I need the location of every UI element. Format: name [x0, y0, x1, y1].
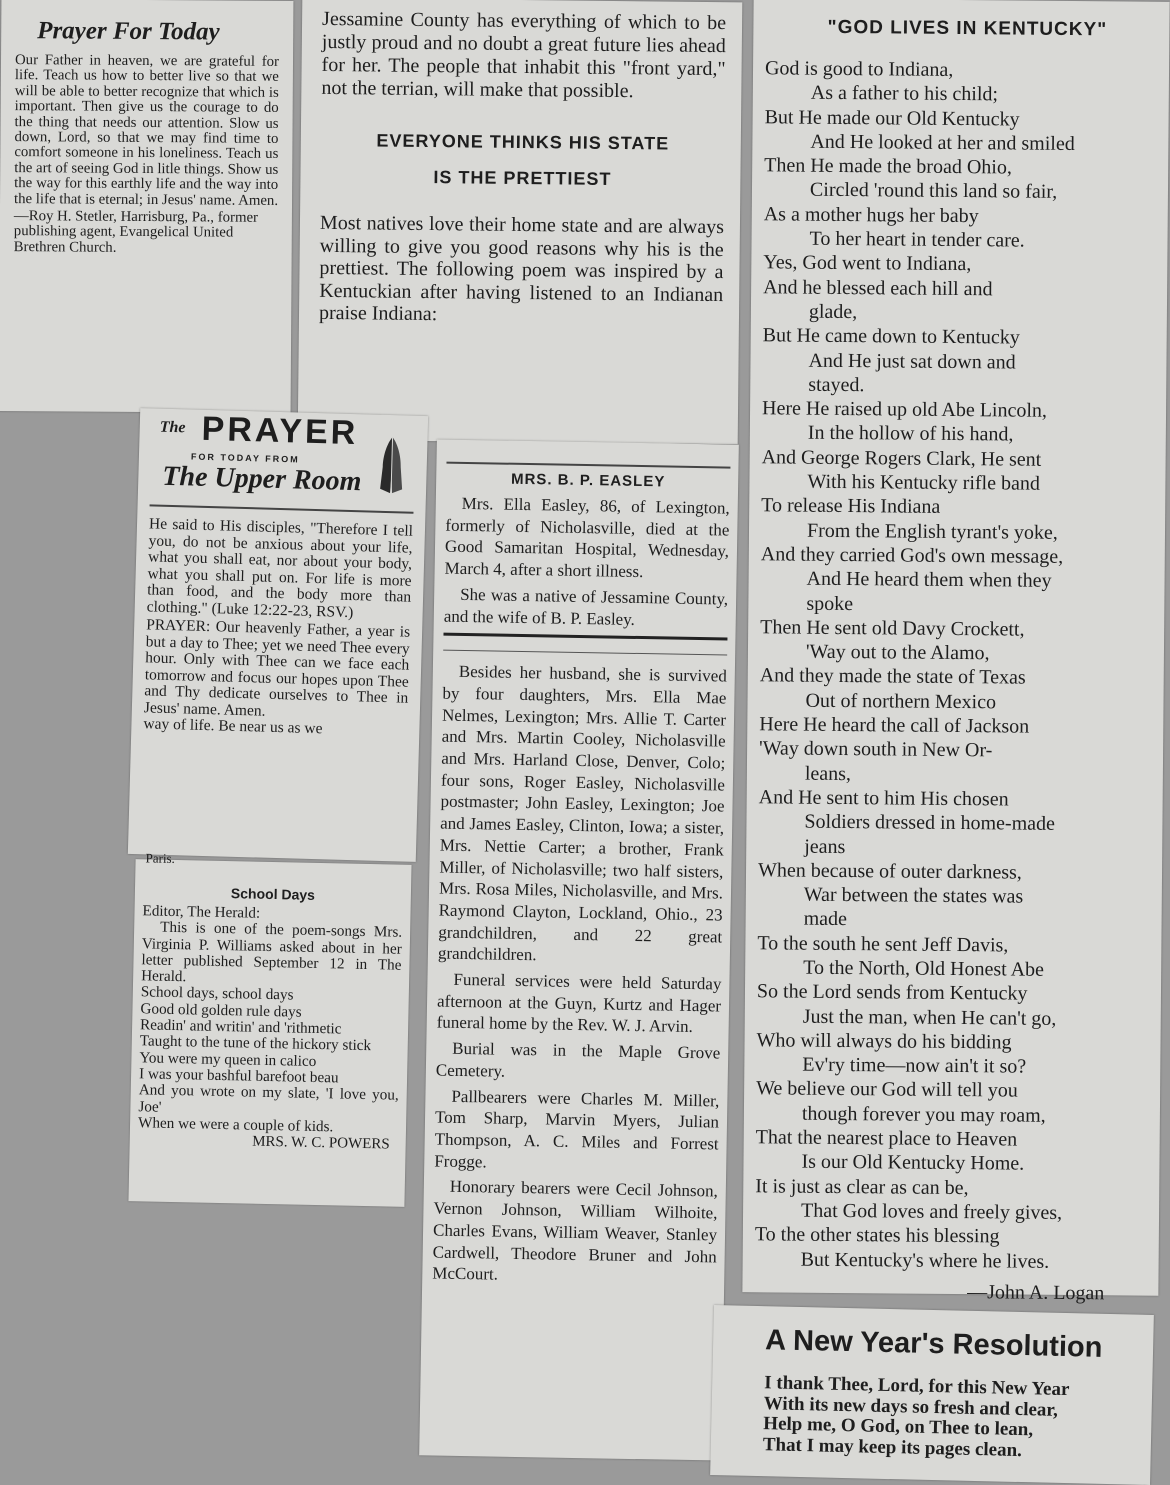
easley-obituary-clipping — [419, 439, 739, 1460]
easley-paragraph: Burial was in the Maple Grove Cemetery. — [435, 1038, 721, 1081]
easley-paragraph: Honorary bearers were Cecil Johnson, Vernon Johnson, William Wilhoite, Charles Evans, William Weaver, Stanley Cardwell, Theodore Bruner and John McCourt. — [432, 1177, 718, 1284]
poem-line: But He came down to Kentucky — [762, 324, 1020, 349]
poem-line: In the hollow of his hand, — [807, 422, 1014, 446]
prayer-for-today-signature: —Roy H. Stetler, Harrisburg, Pa., former publishing agent, Evangelical United Brethren Church. — [13, 208, 259, 256]
state-lead-paragraph: Most natives love their home state and are always willing to give you good reasons why his is the prettiest. The following poem was inspired by a Kentuckian after having listened to an Indianan praise Indiana: — [318, 211, 725, 326]
poem-line: Then He made the broad Ohio, — [764, 154, 1012, 179]
school-days-fragment: Paris. — [145, 850, 176, 866]
god-lives-title: "GOD LIVES IN KENTUCKY" — [827, 16, 1108, 41]
poem-line: And they made the state of Texas — [759, 664, 1026, 690]
poem-line: And you wrote on my slate, 'I love you, Joe' — [138, 1081, 399, 1116]
easley-paragraph: Mrs. Ella Easley, 86, of Lexington, formerly of Nicholasville, died at the Good Samaritan Hospital, Wednesday, March 4, after a short illness. — [444, 493, 730, 582]
poem-line: To her heart in tender care. — [809, 227, 1025, 252]
poem-line: Then He sent old Davy Crockett, — [760, 616, 1025, 641]
state-headline — [320, 122, 725, 198]
poem-line: Good old golden rule days — [140, 1000, 302, 1021]
poem-line: Yes, God went to Indiana, — [763, 251, 972, 276]
poem-line: Ev'ry time—now ain't it so? — [802, 1053, 1027, 1078]
poem-line: And He sent to him His chosen — [758, 786, 1009, 811]
jessamine-clipping — [298, 0, 743, 444]
masthead-prayer: PRAYER — [201, 409, 359, 453]
poem-line: glade, — [808, 300, 858, 324]
masthead-subtitle: FOR TODAY FROM — [190, 451, 300, 465]
poem-line: made — [803, 908, 848, 931]
poem-line: To the North, Old Honest Abe — [803, 956, 1045, 981]
upper-room-prayer: PRAYER: Our heavenly Father, a year is but a day to Thee; yet we need Thee every hour. Only with Thee can we face each tomorrow and focus our hopes upon Thee and Thy dedicate ourselves to Thee in Jesus' name. Amen. — [143, 616, 411, 720]
school-days-poem — [138, 985, 401, 1137]
poem-line: Here He raised up old Abe Lincoln, — [761, 397, 1048, 422]
new-year-resolution-clipping — [710, 1305, 1154, 1485]
school-days-title: School Days — [230, 885, 316, 903]
state-headline-line-1: EVERYONE THINKS HIS STATE — [376, 130, 670, 154]
poem-line: And He heard them when they — [806, 567, 1052, 593]
poem-line: And they carried God's own message, — [760, 543, 1064, 568]
poem-line: jeans — [804, 835, 846, 858]
poem-line: 'Way out to the Alamo, — [805, 640, 990, 665]
poem-line: spoke — [806, 592, 854, 615]
poem-line: though forever you may roam, — [801, 1102, 1046, 1127]
poem-line: And George Rogers Clark, He sent — [761, 446, 1042, 471]
upper-room-clipping — [128, 408, 428, 862]
poem-line: That I may keep its pages clean. — [762, 1433, 1023, 1461]
poem-line: War between the states was — [803, 883, 1024, 908]
school-days-signature: MRS. W. C. POWERS — [252, 1133, 390, 1153]
easley-paragraph: Pallbearers were Charles M. Miller, Tom Sharp, Marvin Myers, Julian Thompson, A. C. Miles and Forrest Frogge. — [434, 1086, 720, 1172]
poem-line: Taught to the tune of the hickory stick — [139, 1032, 372, 1055]
poem-line: From the English tyrant's yoke, — [806, 519, 1058, 544]
poem-line: When we were a couple of kids. — [137, 1114, 334, 1136]
god-lives-in-kentucky-clipping — [742, 0, 1169, 1305]
poem-line: Soldiers dressed in home-made — [804, 810, 1056, 836]
poem-line: And He just sat down and — [808, 349, 1016, 374]
poem-line: Readin' and writin' and 'rithmetic — [139, 1016, 342, 1038]
school-days-salutation: Editor, The Herald: — [142, 902, 261, 922]
divider-rule — [443, 633, 727, 656]
upper-room-scripture: He said to His disciples, "Therefore I tell you, do not be anxious about your life, what you shall eat, nor about your body, what you shall put on. For life is more than food, and the body more than clothing." (Luke 12:22-23, RSV.) — [146, 515, 414, 621]
poem-line: That God loves and freely gives, — [800, 1199, 1063, 1224]
easley-paragraph: Funeral services were held Saturday afternoon at the Guyn, Kurtz and Hager funeral home by the Rev. W. J. Arvin. — [436, 969, 722, 1037]
god-lives-poem — [755, 56, 1170, 1274]
poem-line: We believe our God will tell you — [756, 1077, 1018, 1103]
poem-line: To the other states his blessing — [754, 1223, 1000, 1248]
poem-line: I was your bashful barefoot beau — [138, 1065, 339, 1087]
poem-line: 'Way down south in New Or- — [759, 737, 993, 762]
poem-line: But He made our Old Kentucky — [764, 105, 1020, 131]
poem-line: When because of outer darkness, — [757, 859, 1022, 884]
easley-headline: MRS. B. P. EASLEY — [446, 462, 730, 492]
poem-line: And He looked at her and smiled — [810, 130, 1075, 155]
poem-line: It is just as clear as can be, — [755, 1174, 969, 1199]
poem-line: And he blessed each hill and — [763, 275, 993, 300]
poem-line: That the nearest place to Heaven — [755, 1126, 1018, 1151]
poem-line: Out of northern Mexico — [805, 689, 997, 714]
poem-line: With his Kentucky rifle band — [807, 470, 1041, 495]
poem-line: Circled 'round this land so fair, — [809, 179, 1058, 204]
poem-line: So the Lord sends from Kentucky — [756, 980, 1028, 1005]
poem-line: Who will always do his bidding — [756, 1029, 1012, 1054]
god-lives-signature: —John A. Logan — [967, 1280, 1105, 1305]
poem-line: Is our Old Kentucky Home. — [801, 1151, 1025, 1175]
masthead-upper-room: The Upper Room — [161, 460, 362, 498]
poem-line: Here He heard the call of Jackson — [759, 713, 1030, 738]
masthead-the: The — [159, 418, 186, 437]
upper-room-tail: way of life. Be near us as we — [143, 715, 323, 738]
state-headline-line-2: IS THE PRETTIEST — [433, 167, 612, 189]
school-days-clipping — [128, 850, 411, 1207]
poem-line: But Kentucky's where he lives. — [800, 1248, 1050, 1273]
poem-line: God is good to Indiana, — [764, 57, 954, 81]
jessamine-intro: Jessamine County has everything of which to be justly proud and no doubt a great future lies ahead for her. The people that inhabit this "front yard," not the terrian, will make that possible. — [321, 7, 727, 103]
poem-line: stayed. — [808, 373, 865, 397]
poem-line: School days, school days — [140, 983, 294, 1004]
poem-line: leans, — [804, 762, 852, 785]
poem-line: Just the man, when He can't go, — [802, 1005, 1057, 1030]
easley-paragraph: She was a native of Jessamine County, and the wife of B. P. Easley. — [443, 584, 729, 629]
praying-hands-icon — [374, 433, 410, 496]
poem-line: To the south he sent Jeff Davis, — [757, 931, 1009, 957]
prayer-for-today-clipping — [0, 0, 293, 413]
new-year-poem — [763, 1373, 1139, 1463]
poem-line: Help me, O God, on Thee to lean, — [763, 1413, 1034, 1441]
prayer-for-today-title: Prayer For Today — [37, 17, 220, 46]
poem-line: With its new days so fresh and clear, — [763, 1392, 1059, 1421]
easley-paragraph: Besides her husband, she is survived by four daughters, Mrs. Ella Mae Nelmes, Lexington; Mrs. Allie T. Carter and Mrs. Martin Cooley, Nicholasville and Mrs. Harland Close, Denver, Colo; four sons, Roger Easley, Nicholasville postmaster; John Easley, Lexington; Joe and James Easley, Clinton, Iowa; a sister, Mrs. Nettie Carter; a brother, Frank Miller, of Nicholasville; two half sisters, Mrs. Rosa Miles, Nicholasville, and Mrs. Raymond Clayton, Lockland, Ohio., 23 grandchildren, and 22 great grandchildren. — [437, 662, 727, 965]
prayer-for-today-body: Our Father in heaven, we are grateful for life. Teach us how to better live so that we will be able to better recognize that which is important. Then give us the courage to do the thing that needs our attention. Slow us down, Lord, so that we may find time to comfort someone in his loneliness. Teach us the art of seeing God in litle things. Show us the way for this earthly life and the way into the life that is eternal; in Jesus' name. Amen. — [13, 52, 280, 209]
poem-line: You were my queen in calico — [139, 1048, 317, 1070]
upper-room-masthead — [150, 408, 417, 513]
poem-line: As a father to his child; — [810, 82, 999, 106]
poem-line: To release His Indiana — [761, 494, 941, 519]
poem-line: As a mother hugs her baby — [763, 203, 979, 227]
school-days-intro: This is one of the poem-songs Mrs. Virginia P. Williams asked about in her letter published September 12 in The Herald. — [140, 918, 403, 986]
new-year-title: A New Year's Resolution — [764, 1324, 1103, 1364]
poem-line: I thank Thee, Lord, for this New Year — [763, 1372, 1070, 1401]
